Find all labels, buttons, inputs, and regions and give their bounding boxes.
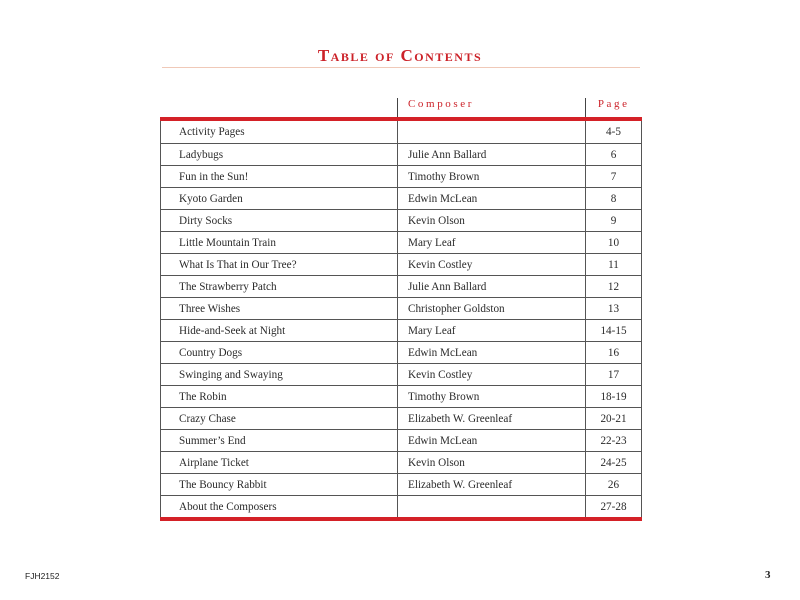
row-composer: Elizabeth W. Greenleaf <box>398 474 586 496</box>
row-title: Summer’s End <box>161 430 398 452</box>
header-page: Page <box>586 98 642 119</box>
table-row <box>161 188 642 210</box>
table-row <box>161 276 642 298</box>
table-row <box>161 144 642 166</box>
table-row <box>161 452 642 474</box>
table-row <box>161 430 642 452</box>
table-row <box>161 474 642 496</box>
row-composer: Timothy Brown <box>398 166 586 188</box>
row-title: Dirty Socks <box>161 210 398 232</box>
row-page: 4-5 <box>586 119 642 144</box>
row-composer: Kevin Olson <box>398 210 586 232</box>
row-page: 17 <box>586 364 642 386</box>
table-row <box>161 320 642 342</box>
row-title: Swinging and Swaying <box>161 364 398 386</box>
row-composer: Edwin McLean <box>398 430 586 452</box>
table-row <box>161 386 642 408</box>
page-title: Table of Contents <box>317 46 483 65</box>
row-composer: Kevin Costley <box>398 364 586 386</box>
row-title: Three Wishes <box>161 298 398 320</box>
row-composer: Julie Ann Ballard <box>398 144 586 166</box>
page-number: 3 <box>765 569 771 581</box>
table-header-row <box>161 98 642 119</box>
row-page: 20-21 <box>586 408 642 430</box>
row-title: The Strawberry Patch <box>161 276 398 298</box>
row-page: 24-25 <box>586 452 642 474</box>
table-row <box>161 408 642 430</box>
row-page: 26 <box>586 474 642 496</box>
table-row <box>161 254 642 276</box>
row-page: 7 <box>586 166 642 188</box>
row-title: The Robin <box>161 386 398 408</box>
row-title: Hide-and-Seek at Night <box>161 320 398 342</box>
row-composer: Mary Leaf <box>398 232 586 254</box>
row-composer: Edwin McLean <box>398 188 586 210</box>
row-composer: Julie Ann Ballard <box>398 276 586 298</box>
table-row <box>161 342 642 364</box>
table-row <box>161 364 642 386</box>
footer-code: FJH2152 <box>25 571 60 581</box>
row-title: What Is That in Our Tree? <box>161 254 398 276</box>
row-title: The Bouncy Rabbit <box>161 474 398 496</box>
table-row <box>161 298 642 320</box>
row-page: 8 <box>586 188 642 210</box>
row-composer: Timothy Brown <box>398 386 586 408</box>
row-title: Ladybugs <box>161 144 398 166</box>
table-row <box>161 119 642 144</box>
row-composer: Kevin Olson <box>398 452 586 474</box>
row-title: Kyoto Garden <box>161 188 398 210</box>
row-page: 10 <box>586 232 642 254</box>
header-composer: Composer <box>398 98 586 119</box>
row-page: 14-15 <box>586 320 642 342</box>
title-divider <box>162 67 640 68</box>
row-composer: Christopher Goldston <box>398 298 586 320</box>
row-page: 27-28 <box>586 496 642 520</box>
row-composer: Edwin McLean <box>398 342 586 364</box>
table-row <box>161 166 642 188</box>
row-title: Activity Pages <box>161 119 398 144</box>
row-page: 13 <box>586 298 642 320</box>
row-composer <box>398 496 586 520</box>
row-composer: Mary Leaf <box>398 320 586 342</box>
row-composer <box>398 119 586 144</box>
contents-table <box>160 98 642 521</box>
row-page: 6 <box>586 144 642 166</box>
row-composer: Kevin Costley <box>398 254 586 276</box>
row-title: Fun in the Sun! <box>161 166 398 188</box>
table-row <box>161 496 642 520</box>
row-page: 22-23 <box>586 430 642 452</box>
row-title: About the Composers <box>161 496 398 520</box>
row-title: Crazy Chase <box>161 408 398 430</box>
row-title: Little Mountain Train <box>161 232 398 254</box>
table-row <box>161 210 642 232</box>
table-body <box>161 119 642 519</box>
row-composer: Elizabeth W. Greenleaf <box>398 408 586 430</box>
table-row <box>161 232 642 254</box>
row-page: 11 <box>586 254 642 276</box>
row-page: 12 <box>586 276 642 298</box>
row-page: 18-19 <box>586 386 642 408</box>
header-title-blank <box>161 98 398 119</box>
row-page: 9 <box>586 210 642 232</box>
row-title: Country Dogs <box>161 342 398 364</box>
row-page: 16 <box>586 342 642 364</box>
row-title: Airplane Ticket <box>161 452 398 474</box>
